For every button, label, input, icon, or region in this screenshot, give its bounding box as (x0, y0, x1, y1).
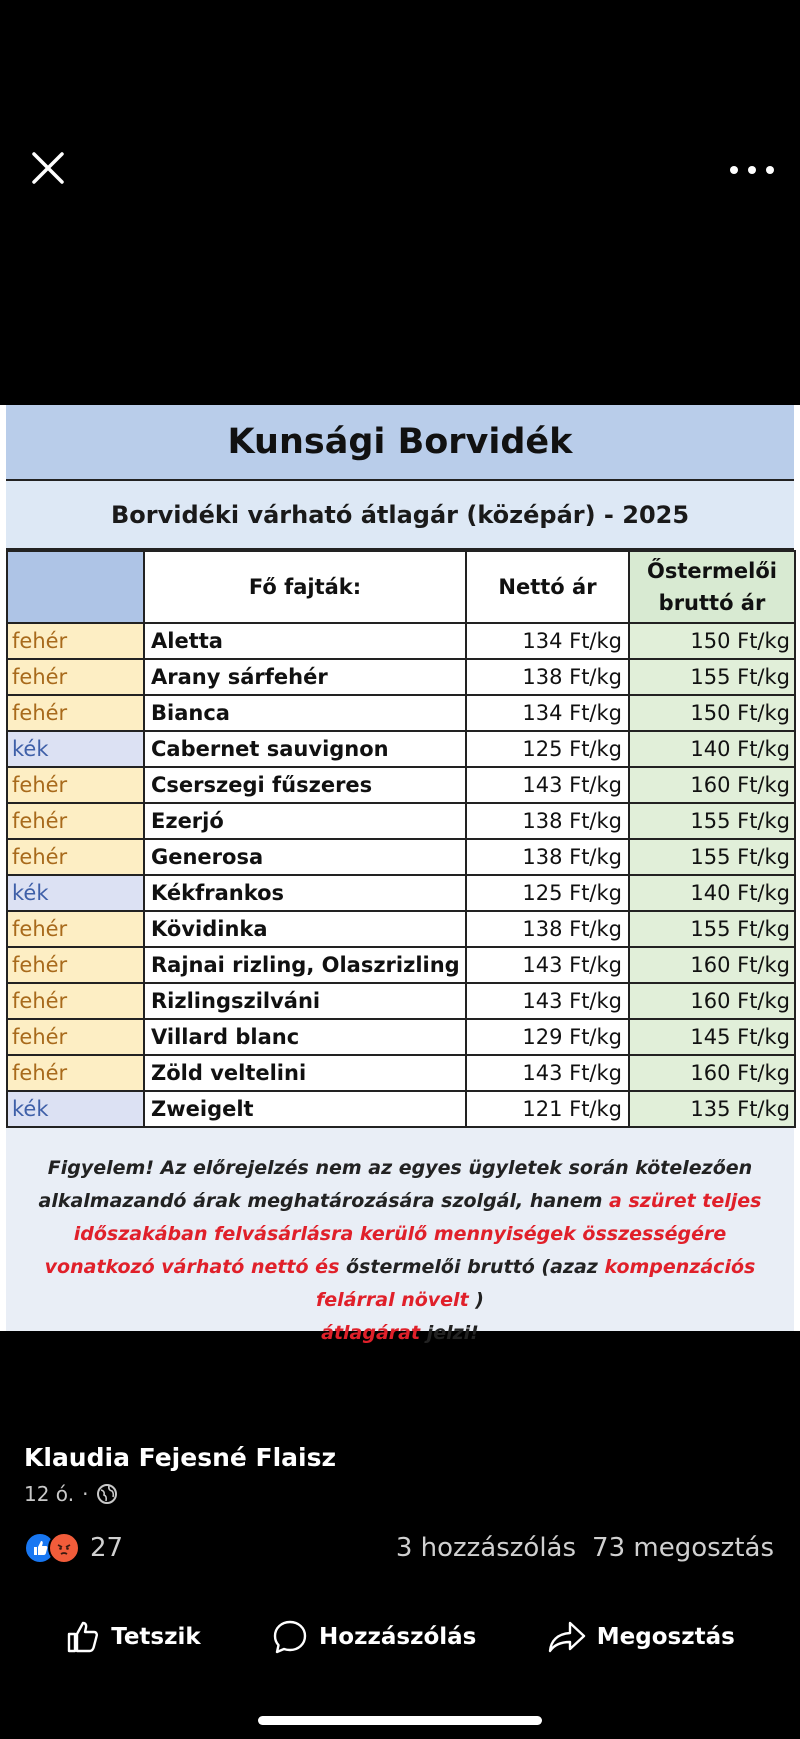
header-variety: Fő fajták: (144, 551, 466, 623)
row-brutto: 135 Ft/kg (629, 1091, 795, 1127)
row-netto: 138 Ft/kg (466, 839, 629, 875)
row-color: fehér (7, 1055, 144, 1091)
row-netto: 143 Ft/kg (466, 1055, 629, 1091)
header-color (7, 551, 144, 623)
row-color: kék (7, 1091, 144, 1127)
row-variety: Aletta (144, 623, 466, 659)
angry-reaction-icon (48, 1532, 80, 1564)
sheet-title-band (6, 405, 794, 481)
row-color: fehér (7, 767, 144, 803)
row-netto: 125 Ft/kg (466, 875, 629, 911)
row-variety: Cserszegi fűszeres (144, 767, 466, 803)
comment-icon (271, 1618, 309, 1656)
sheet-subtitle-band (6, 481, 794, 550)
row-brutto: 155 Ft/kg (629, 911, 795, 947)
comment-button[interactable] (271, 1618, 476, 1656)
close-icon (28, 148, 68, 188)
post-meta (24, 1482, 118, 1506)
home-indicator[interactable] (258, 1716, 542, 1725)
globe-icon (96, 1483, 118, 1505)
row-variety: Kövidinka (144, 911, 466, 947)
row-netto: 138 Ft/kg (466, 911, 629, 947)
row-variety: Kékfrankos (144, 875, 466, 911)
sheet-title: Kunsági Borvidék (227, 422, 573, 462)
table-row (7, 983, 795, 1019)
header-brutto: Őstermelői bruttó ár (629, 551, 795, 623)
shares-count[interactable]: 73 megosztás (592, 1533, 774, 1563)
row-brutto: 160 Ft/kg (629, 1055, 795, 1091)
close-button[interactable] (28, 148, 68, 188)
row-variety: Bianca (144, 695, 466, 731)
row-brutto: 150 Ft/kg (629, 623, 795, 659)
row-color: fehér (7, 947, 144, 983)
row-color: fehér (7, 803, 144, 839)
post-author[interactable]: Klaudia Fejesné Flaisz (24, 1443, 337, 1472)
row-brutto: 150 Ft/kg (629, 695, 795, 731)
table-row (7, 1091, 795, 1127)
row-netto: 134 Ft/kg (466, 623, 629, 659)
row-netto: 143 Ft/kg (466, 983, 629, 1019)
row-brutto: 140 Ft/kg (629, 731, 795, 767)
row-color: fehér (7, 983, 144, 1019)
more-options-button[interactable] (730, 162, 774, 178)
table-row (7, 623, 795, 659)
row-variety: Zöld veltelini (144, 1055, 466, 1091)
row-netto: 129 Ft/kg (466, 1019, 629, 1055)
post-photo[interactable] (0, 405, 800, 1344)
row-color: fehér (7, 659, 144, 695)
row-variety: Rizlingszilváni (144, 983, 466, 1019)
row-netto: 138 Ft/kg (466, 659, 629, 695)
table-header-row (7, 551, 795, 623)
row-color: kék (7, 731, 144, 767)
notice-text: Figyelem! Az előrejelzés nem az egyes ügyletek során kötelezően alkalmazandó árak meghatározására szolgál, hanem a szüret teljes időszakában felvásárlásra kerülő mennyiségek összességére vonatkozó várható nettó és őstermelői bruttó (azaz kompenzációs felárral növelt ) átlagárat jelzi! (38, 1157, 762, 1344)
reaction-count: 27 (90, 1533, 124, 1563)
table-row (7, 947, 795, 983)
row-variety: Ezerjó (144, 803, 466, 839)
table-row (7, 839, 795, 875)
thumbs-up-icon (65, 1619, 101, 1655)
row-brutto: 160 Ft/kg (629, 767, 795, 803)
row-color: fehér (7, 623, 144, 659)
row-netto: 138 Ft/kg (466, 803, 629, 839)
price-sheet (6, 405, 794, 1344)
row-variety: Zweigelt (144, 1091, 466, 1127)
row-variety: Cabernet sauvignon (144, 731, 466, 767)
row-color: fehér (7, 1019, 144, 1055)
row-variety: Villard blanc (144, 1019, 466, 1055)
row-color: fehér (7, 911, 144, 947)
table-row (7, 695, 795, 731)
row-netto: 134 Ft/kg (466, 695, 629, 731)
meta-separator: · (82, 1482, 89, 1506)
table-row (7, 1019, 795, 1055)
row-brutto: 145 Ft/kg (629, 1019, 795, 1055)
reactions-summary[interactable] (24, 1532, 123, 1564)
post-time: 12 ó. (24, 1482, 75, 1506)
like-button[interactable] (65, 1619, 200, 1655)
table-row (7, 875, 795, 911)
row-netto: 121 Ft/kg (466, 1091, 629, 1127)
comments-count[interactable]: 3 hozzászólás (395, 1533, 577, 1563)
sheet-subtitle: Borvidéki várható átlagár (középár) - 2025 (110, 500, 690, 529)
header-netto: Nettó ár (466, 551, 629, 623)
row-variety: Rajnai rizling, Olaszrizling (144, 947, 466, 983)
row-netto: 143 Ft/kg (466, 947, 629, 983)
row-brutto: 160 Ft/kg (629, 983, 795, 1019)
row-brutto: 155 Ft/kg (629, 659, 795, 695)
row-variety: Generosa (144, 839, 466, 875)
row-color: kék (7, 875, 144, 911)
row-brutto: 155 Ft/kg (629, 803, 795, 839)
table-row (7, 731, 795, 767)
comment-label: Hozzászólás (319, 1624, 477, 1650)
row-color: fehér (7, 695, 144, 731)
price-table (6, 550, 796, 1128)
more-icon (730, 166, 738, 174)
row-brutto: 160 Ft/kg (629, 947, 795, 983)
like-label: Tetszik (111, 1624, 201, 1650)
row-netto: 143 Ft/kg (466, 767, 629, 803)
table-row (7, 803, 795, 839)
row-netto: 125 Ft/kg (466, 731, 629, 767)
share-label: Megosztás (596, 1624, 735, 1650)
table-row (7, 767, 795, 803)
table-row (7, 1055, 795, 1091)
post-actions-bar (0, 1612, 800, 1662)
table-row (7, 911, 795, 947)
row-brutto: 140 Ft/kg (629, 875, 795, 911)
table-row (7, 659, 795, 695)
share-button[interactable] (547, 1619, 735, 1655)
row-variety: Arany sárfehér (144, 659, 466, 695)
engagement-counts (396, 1533, 774, 1563)
row-color: fehér (7, 839, 144, 875)
row-brutto: 155 Ft/kg (629, 839, 795, 875)
share-icon (547, 1619, 587, 1655)
